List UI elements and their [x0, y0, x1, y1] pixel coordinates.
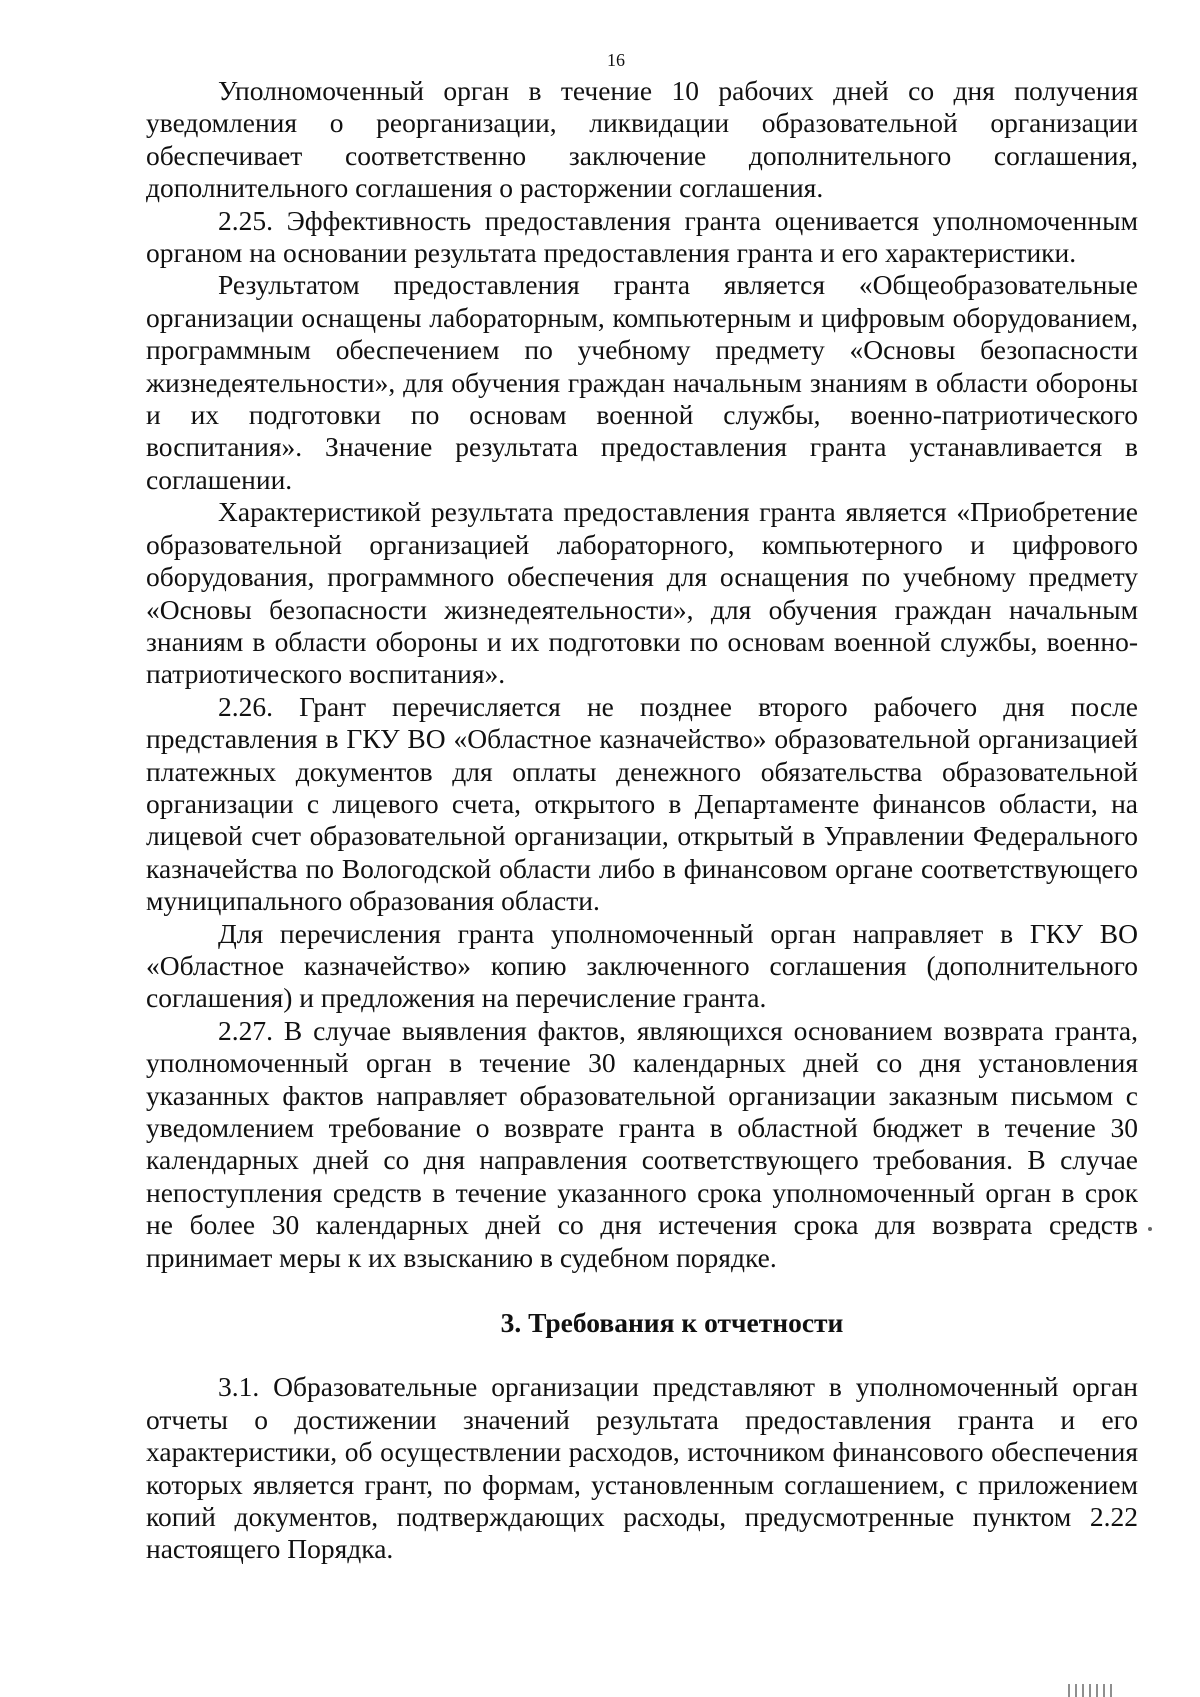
paragraph-grant-result: Результатом предоставления гранта является «Общеобразовательные организации оснащены лабораторным, компьютерным и цифровым оборудованием, программным обеспечением по учебному предмету «Основы безопасности жизнедеятельности», для обучения граждан начальным знаниям в области обороны и их подготовки по основам военной службы, военно-патриотического воспитания». Значение результата предоставления гранта устанавливается в соглашении. [146, 269, 1138, 495]
paragraph-3-1: 3.1. Образовательные организации представляют в уполномоченный орган отчеты о достижении значений результата предоставления гранта и его характеристики, об осуществлении расходов, источником финансового обеспечения которых является грант, по формам, установленным соглашением, с приложением копий документов, подтверждающих расходы, предусмотренные пунктом 2.22 настоящего Порядка. [146, 1371, 1138, 1565]
paragraph-transfer-procedure: Для перечисления гранта уполномоченный орган направляет в ГКУ ВО «Областное казначейство» копию заключенного соглашения (дополнительного соглашения) и предложения на перечисление гранта. [146, 917, 1138, 1014]
paragraph-2-25: 2.25. Эффективность предоставления гранта оценивается уполномоченным органом на основании результата предоставления гранта и его характеристики. [146, 204, 1138, 269]
paragraph-2-27: 2.27. В случае выявления фактов, являющихся основанием возврата гранта, уполномоченный орган в течение 30 календарных дней со дня установления указанных фактов направляет образовательной организации заказным письмом с уведомлением требование о возврате гранта в областной бюджет в течение 30 календарных дней со дня направления соответствующего требования. В случае непоступления средств в течение указанного срока уполномоченный орган в срок не более 30 календарных дней со дня истечения срока для возврата средств принимает меры к их взысканию в судебном порядке. [146, 1014, 1138, 1273]
scan-artifact-marks [1068, 1684, 1112, 1697]
paragraph-reorganization-notice: Уполномоченный орган в течение 10 рабочих дней со дня получения уведомления о реорганизации, ликвидации образовательной организации обеспечивает соответственно заключение дополнительного соглашения, дополнительного соглашения о расторжении соглашения. [146, 75, 1138, 204]
paragraph-2-26: 2.26. Грант перечисляется не позднее второго рабочего дня после представления в ГКУ ВО «Областное казначейство» образовательной организацией платежных документов для оплаты денежного обязательства образовательной организации с лицевого счета, открытого в Департаменте финансов области, на лицевой счет образовательной организации, открытый в Управлении Федерального казначейства по Вологодской области либо в финансовом органе соответствующего муниципального образования области. [146, 690, 1138, 917]
paragraph-result-characteristic: Характеристикой результата предоставления гранта является «Приобретение образовательной организацией лабораторного, компьютерного и цифрового оборудования, программного обеспечения для оснащения по учебному предмету «Основы безопасности жизнедеятельности», для обучения граждан начальным знаниям в области обороны и их подготовки по основам военной службы, военно-патриотического воспитания». [146, 496, 1138, 690]
scan-artifact-dot [1148, 1227, 1152, 1231]
document-body [146, 75, 1138, 1566]
section-heading-reporting: 3. Требования к отчетности [500, 1307, 844, 1339]
page-number: 16 [607, 50, 625, 70]
